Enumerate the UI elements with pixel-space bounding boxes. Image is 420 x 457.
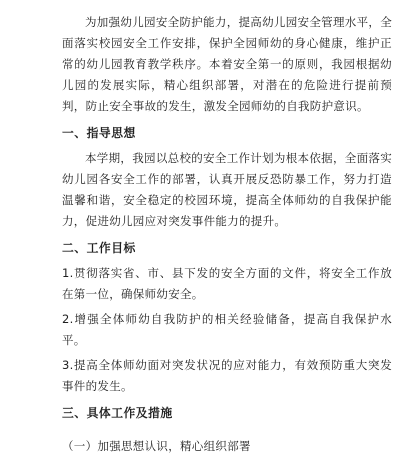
section-heading-guiding-ideology: 一、指导思想: [62, 126, 136, 140]
section-heading-work-goals: 二、工作目标: [62, 241, 136, 255]
guiding-ideology-paragraph: 本学期，我园以总校的安全工作计划为根本依据，全面落实幼儿园各安全工作的部署，认真开展反恐防暴工作，努力打造温馨和谐，安全稳定的校园环境，提高全体师幼的自我保护能力，促进幼儿园应对突发事件能力的提升。: [62, 151, 392, 228]
subsection-heading-organize: （一）加强思想认识，精心组织部署: [62, 439, 251, 453]
goal-item-2: 2.增强全体师幼自我防护的相关经验储备，提高自我保护水平。: [62, 312, 392, 347]
goal-item-1: 1.贯彻落实省、市、县下发的安全方面的文件，将安全工作放在第一位，确保师幼安全。: [62, 266, 392, 301]
intro-paragraph: 为加强幼儿园安全防护能力，提高幼儿园安全管理水平，全面落实校园安全工作安排，保护全园师幼的身心健康，维护正常的幼儿园教育教学秩序。本着安全第一的原则，我园根据幼儿园的发展实际，精心组织部署，对潜在的危险进行提前预判，防止安全事故的发生，激发全园师幼的自我防护意识。: [62, 15, 392, 113]
section-heading-measures: 三、具体工作及措施: [62, 406, 173, 420]
goal-item-3: 3.提高全体师幼面对突发状况的应对能力，有效预防重大突发事件的发生。: [62, 358, 392, 393]
spacer: [62, 428, 392, 436]
